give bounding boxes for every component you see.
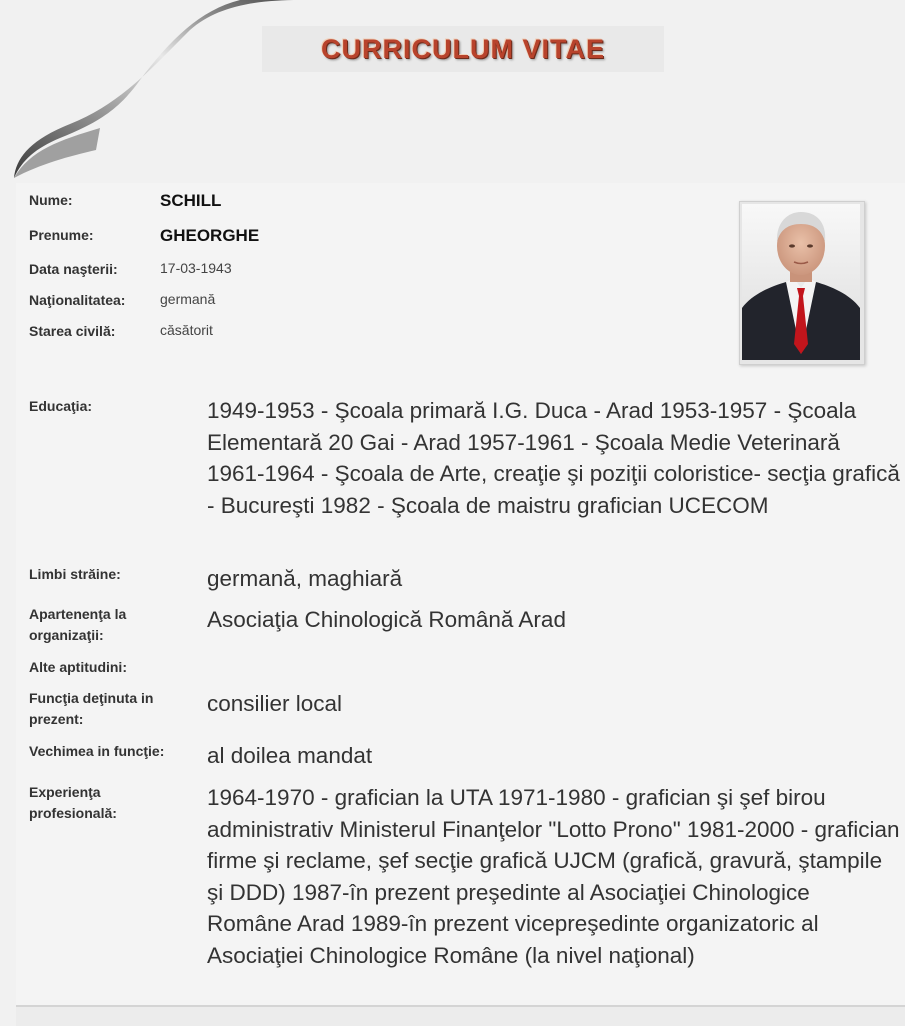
label-limbi-straine: Limbi străine: (29, 566, 121, 582)
label-experienta-2: profesională: (29, 805, 117, 821)
label-experienta-1: Experienţa (29, 784, 101, 800)
label-functia-2: prezent: (29, 711, 84, 727)
label-nume: Nume: (29, 192, 73, 208)
value-apartenenta: Asociaţia Chinologică Română Arad (207, 607, 566, 632)
page-bottom-divider (16, 1005, 905, 1026)
value-stare-civila: căsătorit (160, 322, 213, 338)
label-alte-aptitudini: Alte aptitudini: (29, 659, 127, 675)
portrait-photo (742, 204, 860, 360)
label-data-nasterii: Data naşterii: (29, 261, 118, 277)
page-title: CURRICULUM VITAE (321, 33, 605, 64)
value-experienta: 1964-1970 - grafician la UTA 1971-1980 - grafician şi şef birou administrativ Ministerul Finanţelor "Lotto Prono" 1981-2000 - grafician firme şi reclame, şef secţie grafică UJCM (grafică, gravură, ştampile şi DDD) 1987-în prezent preşedinte al Asociaţiei Chinologice Române Arad 1989-în prezent vicepreşedinte organizatoric al Asociaţiei Chinologice Române (la nivel naţional) (207, 785, 900, 968)
value-vechimea: al doilea mandat (207, 743, 373, 768)
cv-content (16, 183, 905, 1005)
value-data-nasterii: 17-03-1943 (160, 260, 232, 276)
value-nationalitate: germană (160, 291, 216, 307)
label-nationalitate: Naţionalitatea: (29, 292, 126, 308)
portrait-photo-frame (739, 201, 865, 365)
page-curl-decoration (0, 0, 300, 190)
value-nume: SCHILL (160, 191, 222, 210)
label-apartenenta-1: Apartenenţa la (29, 606, 127, 622)
title-banner (262, 26, 664, 72)
label-vechimea: Vechimea in funcţie: (29, 743, 165, 759)
label-prenume: Prenume: (29, 227, 94, 243)
label-educatia: Educaţia: (29, 398, 93, 414)
value-educatia: 1949-1953 - Şcoala primară I.G. Duca - Arad 1953-1957 - Şcoala Elementară 20 Gai - Arad 1957-1961 - Şcoala Medie Veterinară 1961-1964 - Şcoala de Arte, creaţie şi poziţii coloristice- secţia grafică - Bucureşti 1982 - Şcoala de maistru grafician UCECOM (207, 398, 900, 518)
value-prenume: GHEORGHE (160, 226, 260, 245)
value-functia: consilier local (207, 691, 343, 716)
label-functia-1: Funcţia deţinuta in (29, 690, 154, 706)
value-limbi-straine: germană, maghiară (207, 566, 403, 591)
label-apartenenta-2: organizaţii: (29, 627, 104, 643)
label-stare-civila: Starea civilă: (29, 323, 116, 339)
